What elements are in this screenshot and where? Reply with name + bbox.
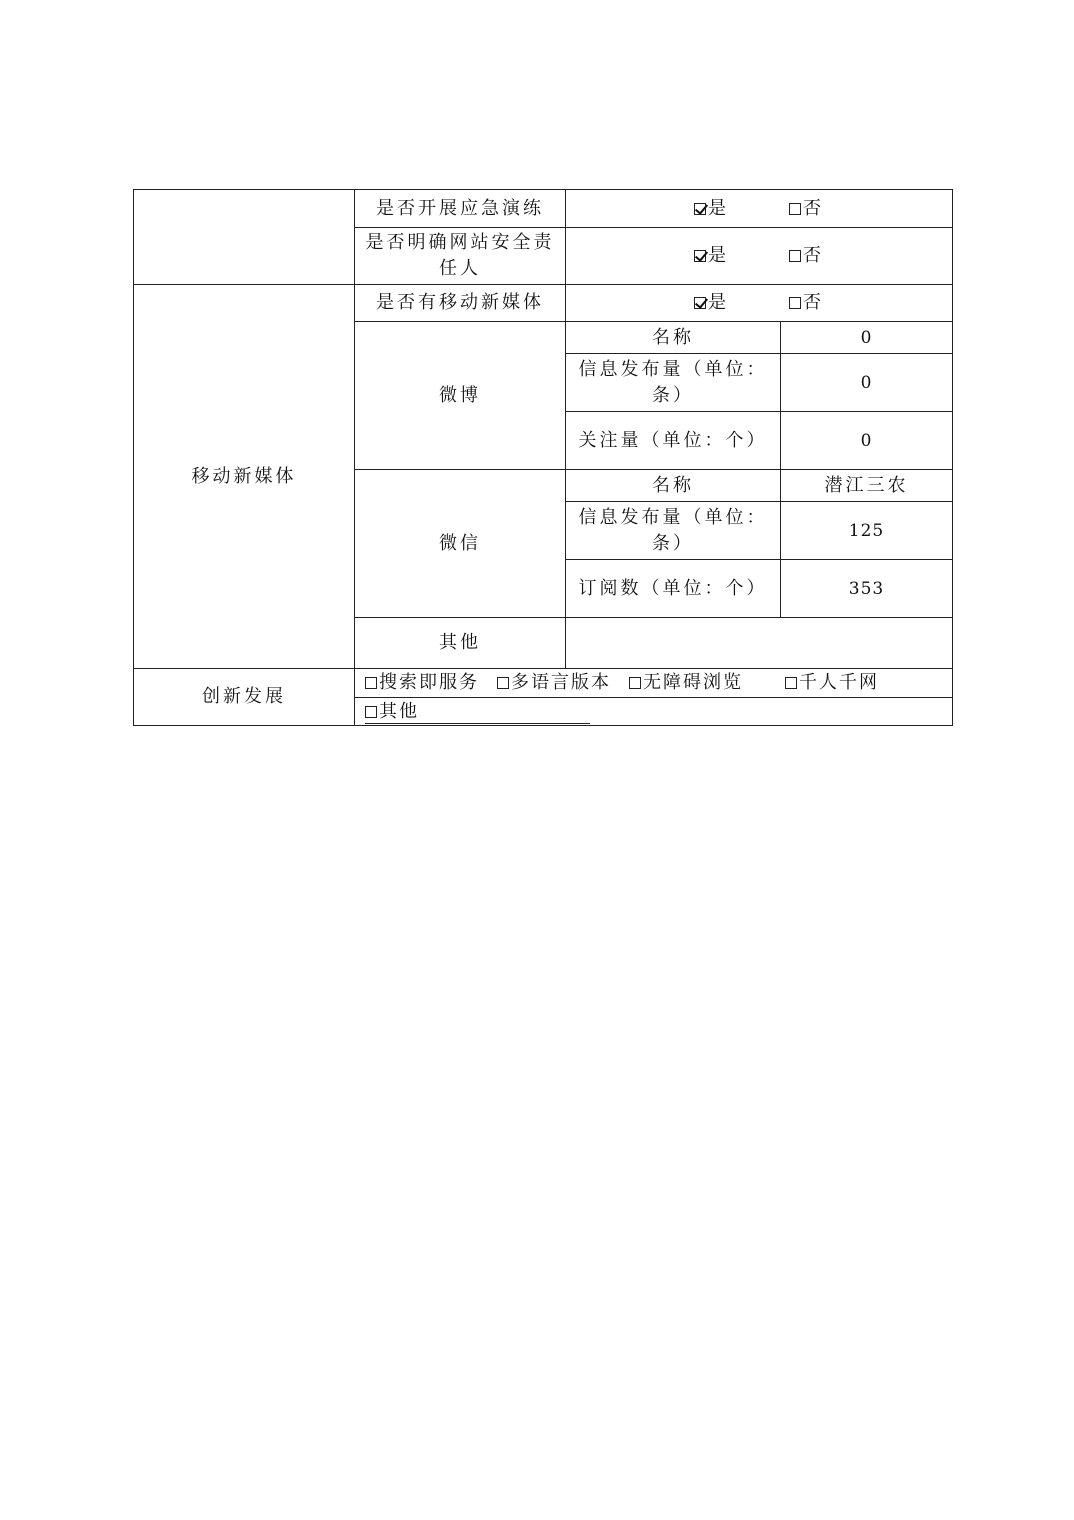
other-media-value[interactable]	[566, 618, 953, 669]
innovation-section-label: 创新发展	[134, 669, 355, 726]
other-media-label: 其他	[355, 618, 566, 669]
report-table	[133, 189, 953, 726]
weibo-name-label: 名称	[566, 322, 781, 354]
option-personalized[interactable]: 千人千网	[785, 670, 879, 696]
security-owner-yes-option[interactable]: 是	[694, 243, 729, 269]
wechat-subs-label: 订阅数（单位：个）	[566, 560, 781, 618]
mobile-media-section-label: 移动新媒体	[134, 285, 355, 669]
wechat-label: 微信	[355, 470, 566, 618]
checked-box-icon[interactable]	[694, 203, 706, 215]
emergency-drill-no-option[interactable]: 否	[789, 196, 824, 222]
security-owner-options	[566, 228, 953, 285]
weibo-label: 微博	[355, 322, 566, 470]
emergency-drill-row	[134, 190, 953, 228]
security-owner-label: 是否明确网站安全责任人	[355, 228, 566, 285]
innovation-other-input[interactable]: 其他	[365, 701, 590, 724]
option-multilingual[interactable]: 多语言版本	[497, 670, 611, 696]
emergency-drill-label: 是否开展应急演练	[355, 190, 566, 228]
wechat-posts-label: 信息发布量（单位：条）	[566, 502, 781, 560]
has-mobile-options	[566, 285, 953, 322]
weibo-posts-label: 信息发布量（单位：条）	[566, 354, 781, 412]
emergency-drill-yes-option[interactable]: 是	[694, 196, 729, 222]
innovation-other	[355, 698, 953, 726]
wechat-posts-value: 125	[781, 502, 953, 560]
wechat-name-value: 潜江三农	[781, 470, 953, 502]
security-owner-no-option[interactable]: 否	[789, 243, 824, 269]
weibo-posts-value: 0	[781, 354, 953, 412]
wechat-subs-value: 353	[781, 560, 953, 618]
option-search-service[interactable]: 搜索即服务	[365, 670, 479, 696]
has-mobile-row	[134, 285, 953, 322]
unchecked-box-icon[interactable]	[789, 250, 801, 262]
checked-box-icon[interactable]	[694, 297, 706, 309]
unchecked-box-icon[interactable]	[497, 677, 509, 689]
innovation-row	[134, 669, 953, 698]
security-section-cell	[134, 190, 355, 285]
emergency-drill-options	[566, 190, 953, 228]
has-mobile-yes-option[interactable]: 是	[694, 290, 729, 316]
checked-box-icon[interactable]	[694, 250, 706, 262]
unchecked-box-icon[interactable]	[365, 706, 377, 718]
weibo-name-value: 0	[781, 322, 953, 354]
unchecked-box-icon[interactable]	[365, 677, 377, 689]
unchecked-box-icon[interactable]	[789, 203, 801, 215]
unchecked-box-icon[interactable]	[789, 297, 801, 309]
weibo-followers-value: 0	[781, 412, 953, 470]
unchecked-box-icon[interactable]	[629, 677, 641, 689]
unchecked-box-icon[interactable]	[785, 677, 797, 689]
has-mobile-no-option[interactable]: 否	[789, 290, 824, 316]
has-mobile-label: 是否有移动新媒体	[355, 285, 566, 322]
option-accessibility[interactable]: 无障碍浏览	[629, 670, 743, 696]
wechat-name-label: 名称	[566, 470, 781, 502]
innovation-options	[355, 669, 953, 698]
weibo-followers-label: 关注量（单位：个）	[566, 412, 781, 470]
